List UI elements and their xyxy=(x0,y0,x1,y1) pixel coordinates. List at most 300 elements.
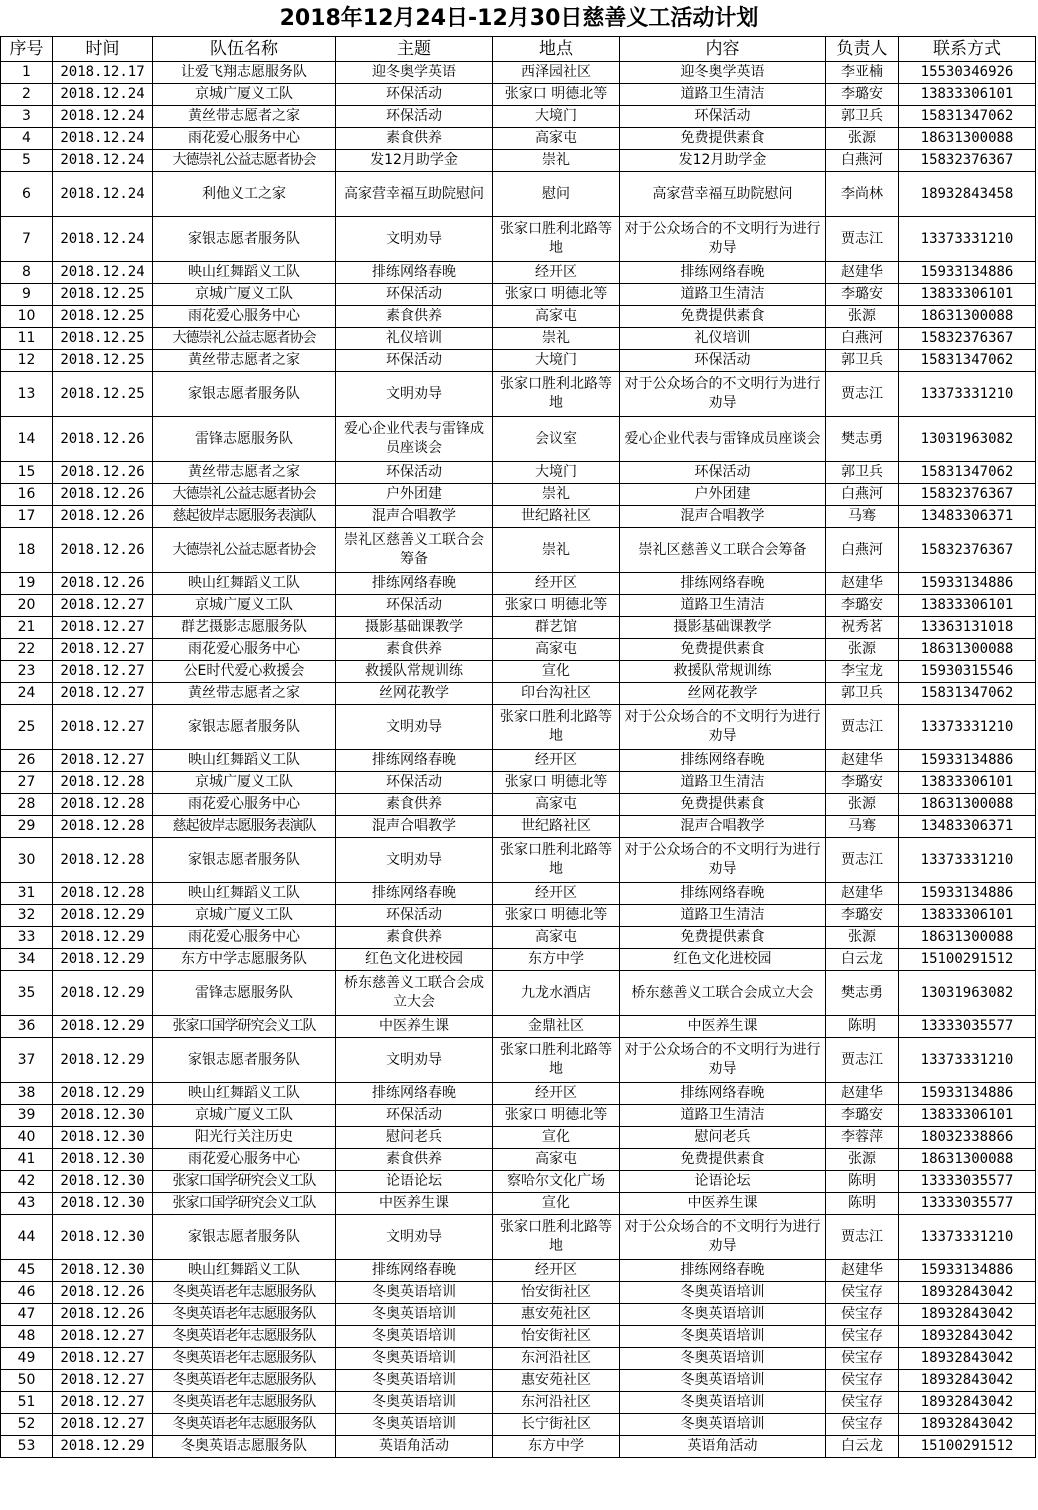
cell-contact: 18932843458 xyxy=(899,172,1036,217)
cell-team: 大德崇礼公益志愿者协会 xyxy=(153,484,336,506)
table-row xyxy=(1,949,1036,971)
cell-index: 48 xyxy=(1,1326,53,1348)
cell-team: 冬奥英语老年志愿服务队 xyxy=(153,1370,336,1392)
cell-team: 让爱飞翔志愿服务队 xyxy=(153,62,336,84)
cell-date: 2018.12.24 xyxy=(53,172,153,217)
cell-content: 排练网络春晚 xyxy=(620,573,826,595)
cell-date: 2018.12.25 xyxy=(53,284,153,306)
table-row xyxy=(1,883,1036,905)
cell-theme: 环保活动 xyxy=(336,462,493,484)
cell-index: 44 xyxy=(1,1215,53,1260)
cell-index: 28 xyxy=(1,794,53,816)
cell-location: 大境门 xyxy=(493,350,620,372)
cell-theme: 文明劝导 xyxy=(336,705,493,750)
cell-date: 2018.12.29 xyxy=(53,1016,153,1038)
cell-index: 45 xyxy=(1,1260,53,1282)
cell-contact: 15100291512 xyxy=(899,1436,1036,1458)
cell-leader: 李璐安 xyxy=(826,84,899,106)
cell-date: 2018.12.26 xyxy=(53,462,153,484)
cell-index: 1 xyxy=(1,62,53,84)
cell-index: 9 xyxy=(1,284,53,306)
cell-location: 东河沿社区 xyxy=(493,1392,620,1414)
cell-location: 经开区 xyxy=(493,1083,620,1105)
table-row xyxy=(1,1282,1036,1304)
cell-contact: 13373331210 xyxy=(899,1038,1036,1083)
cell-leader: 白燕河 xyxy=(826,528,899,573)
cell-team: 雨花爱心服务中心 xyxy=(153,128,336,150)
cell-location: 群艺馆 xyxy=(493,617,620,639)
cell-date: 2018.12.17 xyxy=(53,62,153,84)
table-row xyxy=(1,661,1036,683)
cell-location: 崇礼 xyxy=(493,328,620,350)
cell-index: 18 xyxy=(1,528,53,573)
cell-contact: 13833306101 xyxy=(899,905,1036,927)
cell-location: 张家口胜利北路等地 xyxy=(493,705,620,750)
cell-content: 冬奥英语培训 xyxy=(620,1392,826,1414)
header-date: 时间 xyxy=(53,37,153,62)
cell-theme: 冬奥英语培训 xyxy=(336,1348,493,1370)
cell-location: 察哈尔文化广场 xyxy=(493,1171,620,1193)
cell-team: 利他义工之家 xyxy=(153,172,336,217)
cell-content: 排练网络春晚 xyxy=(620,262,826,284)
cell-leader: 李璐安 xyxy=(826,595,899,617)
cell-contact: 15530346926 xyxy=(899,62,1036,84)
cell-team: 黄丝带志愿者之家 xyxy=(153,106,336,128)
cell-index: 24 xyxy=(1,683,53,705)
cell-content: 桥东慈善义工联合会成立大会 xyxy=(620,971,826,1016)
cell-contact: 13833306101 xyxy=(899,595,1036,617)
table-row xyxy=(1,417,1036,462)
cell-location: 怡安街社区 xyxy=(493,1282,620,1304)
cell-team: 家银志愿者服务队 xyxy=(153,1038,336,1083)
cell-contact: 15933134886 xyxy=(899,573,1036,595)
cell-content: 对于公众场合的不文明行为进行劝导 xyxy=(620,705,826,750)
cell-index: 5 xyxy=(1,150,53,172)
header-contact: 联系方式 xyxy=(899,37,1036,62)
cell-team: 冬奥英语老年志愿服务队 xyxy=(153,1414,336,1436)
schedule-table xyxy=(0,36,1036,1458)
cell-contact: 13373331210 xyxy=(899,1215,1036,1260)
cell-content: 慰问老兵 xyxy=(620,1127,826,1149)
cell-theme: 礼仪培训 xyxy=(336,328,493,350)
cell-location: 惠安苑社区 xyxy=(493,1304,620,1326)
cell-leader: 赵建华 xyxy=(826,262,899,284)
cell-theme: 排练网络春晚 xyxy=(336,573,493,595)
cell-location: 张家口胜利北路等地 xyxy=(493,372,620,417)
header-location: 地点 xyxy=(493,37,620,62)
cell-leader: 樊志勇 xyxy=(826,971,899,1016)
table-body xyxy=(1,62,1036,1458)
cell-index: 15 xyxy=(1,462,53,484)
cell-contact: 15832376367 xyxy=(899,150,1036,172)
cell-index: 46 xyxy=(1,1282,53,1304)
cell-contact: 18932843042 xyxy=(899,1414,1036,1436)
cell-leader: 李璐安 xyxy=(826,1105,899,1127)
cell-index: 6 xyxy=(1,172,53,217)
cell-contact: 15933134886 xyxy=(899,1083,1036,1105)
table-row xyxy=(1,1016,1036,1038)
cell-date: 2018.12.25 xyxy=(53,306,153,328)
cell-leader: 赵建华 xyxy=(826,883,899,905)
cell-theme: 发12月助学金 xyxy=(336,150,493,172)
cell-content: 环保活动 xyxy=(620,350,826,372)
cell-content: 丝网花教学 xyxy=(620,683,826,705)
table-row xyxy=(1,106,1036,128)
cell-index: 32 xyxy=(1,905,53,927)
cell-contact: 18932843042 xyxy=(899,1348,1036,1370)
cell-index: 35 xyxy=(1,971,53,1016)
table-row xyxy=(1,639,1036,661)
cell-contact: 18032338866 xyxy=(899,1127,1036,1149)
cell-theme: 文明劝导 xyxy=(336,1215,493,1260)
table-row xyxy=(1,1215,1036,1260)
cell-theme: 排练网络春晚 xyxy=(336,1083,493,1105)
cell-location: 大境门 xyxy=(493,106,620,128)
table-row xyxy=(1,1392,1036,1414)
cell-index: 51 xyxy=(1,1392,53,1414)
cell-contact: 13031963082 xyxy=(899,971,1036,1016)
cell-team: 雨花爱心服务中心 xyxy=(153,794,336,816)
cell-team: 京城广厦义工队 xyxy=(153,284,336,306)
table-row xyxy=(1,1304,1036,1326)
cell-team: 冬奥英语老年志愿服务队 xyxy=(153,1392,336,1414)
cell-theme: 论语论坛 xyxy=(336,1171,493,1193)
table-row xyxy=(1,1348,1036,1370)
table-row xyxy=(1,617,1036,639)
table-row xyxy=(1,328,1036,350)
cell-theme: 红色文化进校园 xyxy=(336,949,493,971)
cell-theme: 环保活动 xyxy=(336,905,493,927)
cell-date: 2018.12.30 xyxy=(53,1149,153,1171)
cell-index: 2 xyxy=(1,84,53,106)
cell-theme: 素食供养 xyxy=(336,306,493,328)
cell-leader: 贾志江 xyxy=(826,705,899,750)
cell-team: 冬奥英语老年志愿服务队 xyxy=(153,1304,336,1326)
table-row xyxy=(1,1370,1036,1392)
cell-content: 道路卫生清洁 xyxy=(620,905,826,927)
cell-date: 2018.12.27 xyxy=(53,661,153,683)
cell-content: 中医养生课 xyxy=(620,1016,826,1038)
table-row xyxy=(1,84,1036,106)
sheet-title: 2018年12月24日-12月30日慈善义工活动计划 xyxy=(279,6,759,31)
cell-date: 2018.12.27 xyxy=(53,639,153,661)
cell-date: 2018.12.30 xyxy=(53,1127,153,1149)
cell-theme: 环保活动 xyxy=(336,595,493,617)
cell-team: 家银志愿者服务队 xyxy=(153,372,336,417)
table-row xyxy=(1,705,1036,750)
cell-team: 京城广厦义工队 xyxy=(153,905,336,927)
cell-contact: 15930315546 xyxy=(899,661,1036,683)
table-row xyxy=(1,172,1036,217)
cell-location: 经开区 xyxy=(493,883,620,905)
cell-theme: 高家营幸福互助院慰问 xyxy=(336,172,493,217)
cell-leader: 李璐安 xyxy=(826,905,899,927)
cell-leader: 贾志江 xyxy=(826,1038,899,1083)
cell-contact: 18932843042 xyxy=(899,1282,1036,1304)
cell-content: 免费提供素食 xyxy=(620,128,826,150)
cell-theme: 救援队常规训练 xyxy=(336,661,493,683)
cell-leader: 白燕河 xyxy=(826,328,899,350)
cell-content: 英语角活动 xyxy=(620,1436,826,1458)
cell-contact: 15831347062 xyxy=(899,350,1036,372)
cell-team: 冬奥英语老年志愿服务队 xyxy=(153,1326,336,1348)
cell-leader: 郭卫兵 xyxy=(826,106,899,128)
cell-leader: 侯宝存 xyxy=(826,1414,899,1436)
cell-date: 2018.12.30 xyxy=(53,1260,153,1282)
cell-leader: 白燕河 xyxy=(826,484,899,506)
cell-date: 2018.12.30 xyxy=(53,1171,153,1193)
cell-date: 2018.12.27 xyxy=(53,683,153,705)
cell-date: 2018.12.24 xyxy=(53,217,153,262)
cell-theme: 英语角活动 xyxy=(336,1436,493,1458)
cell-team: 京城广厦义工队 xyxy=(153,84,336,106)
cell-leader: 李璐安 xyxy=(826,284,899,306)
cell-location: 世纪路社区 xyxy=(493,816,620,838)
cell-contact: 13333035577 xyxy=(899,1193,1036,1215)
cell-contact: 18631300088 xyxy=(899,794,1036,816)
cell-theme: 环保活动 xyxy=(336,350,493,372)
cell-leader: 白云龙 xyxy=(826,949,899,971)
cell-team: 雨花爱心服务中心 xyxy=(153,927,336,949)
cell-content: 免费提供素食 xyxy=(620,639,826,661)
cell-location: 东方中学 xyxy=(493,949,620,971)
cell-date: 2018.12.28 xyxy=(53,816,153,838)
cell-location: 高家屯 xyxy=(493,927,620,949)
table-row xyxy=(1,150,1036,172)
cell-leader: 贾志江 xyxy=(826,217,899,262)
cell-contact: 13483306371 xyxy=(899,506,1036,528)
cell-content: 户外团建 xyxy=(620,484,826,506)
cell-location: 九龙水酒店 xyxy=(493,971,620,1016)
cell-team: 映山红舞蹈义工队 xyxy=(153,262,336,284)
cell-date: 2018.12.27 xyxy=(53,1326,153,1348)
cell-team: 京城广厦义工队 xyxy=(153,595,336,617)
cell-theme: 冬奥英语培训 xyxy=(336,1304,493,1326)
table-row xyxy=(1,794,1036,816)
cell-team: 雨花爱心服务中心 xyxy=(153,1149,336,1171)
cell-index: 12 xyxy=(1,350,53,372)
table-row xyxy=(1,816,1036,838)
cell-date: 2018.12.28 xyxy=(53,794,153,816)
cell-contact: 15100291512 xyxy=(899,949,1036,971)
cell-content: 高家营幸福互助院慰问 xyxy=(620,172,826,217)
cell-index: 43 xyxy=(1,1193,53,1215)
cell-content: 混声合唱教学 xyxy=(620,506,826,528)
cell-contact: 13031963082 xyxy=(899,417,1036,462)
cell-team: 冬奥英语老年志愿服务队 xyxy=(153,1348,336,1370)
cell-content: 排练网络春晚 xyxy=(620,883,826,905)
cell-leader: 李蓉萍 xyxy=(826,1127,899,1149)
cell-location: 高家屯 xyxy=(493,128,620,150)
cell-location: 崇礼 xyxy=(493,528,620,573)
cell-date: 2018.12.30 xyxy=(53,1215,153,1260)
header-leader: 负责人 xyxy=(826,37,899,62)
cell-content: 红色文化进校园 xyxy=(620,949,826,971)
cell-index: 21 xyxy=(1,617,53,639)
cell-contact: 13483306371 xyxy=(899,816,1036,838)
cell-contact: 18631300088 xyxy=(899,639,1036,661)
cell-content: 冬奥英语培训 xyxy=(620,1370,826,1392)
cell-contact: 15832376367 xyxy=(899,484,1036,506)
cell-contact: 15831347062 xyxy=(899,106,1036,128)
cell-content: 崇礼区慈善义工联合会筹备 xyxy=(620,528,826,573)
cell-content: 对于公众场合的不文明行为进行劝导 xyxy=(620,838,826,883)
table-row xyxy=(1,927,1036,949)
cell-team: 映山红舞蹈义工队 xyxy=(153,750,336,772)
cell-date: 2018.12.26 xyxy=(53,484,153,506)
cell-content: 道路卫生清洁 xyxy=(620,1105,826,1127)
cell-team: 家银志愿者服务队 xyxy=(153,705,336,750)
table-row xyxy=(1,372,1036,417)
cell-content: 迎冬奥学英语 xyxy=(620,62,826,84)
table-row xyxy=(1,1083,1036,1105)
table-row xyxy=(1,306,1036,328)
cell-team: 家银志愿者服务队 xyxy=(153,217,336,262)
cell-content: 道路卫生清洁 xyxy=(620,84,826,106)
cell-date: 2018.12.26 xyxy=(53,1304,153,1326)
cell-index: 50 xyxy=(1,1370,53,1392)
cell-contact: 13373331210 xyxy=(899,705,1036,750)
cell-index: 20 xyxy=(1,595,53,617)
cell-leader: 张源 xyxy=(826,794,899,816)
cell-location: 张家口胜利北路等地 xyxy=(493,1038,620,1083)
cell-date: 2018.12.26 xyxy=(53,506,153,528)
cell-index: 7 xyxy=(1,217,53,262)
cell-date: 2018.12.27 xyxy=(53,1414,153,1436)
cell-location: 印台沟社区 xyxy=(493,683,620,705)
cell-content: 环保活动 xyxy=(620,462,826,484)
cell-date: 2018.12.29 xyxy=(53,1436,153,1458)
cell-location: 张家口胜利北路等地 xyxy=(493,217,620,262)
cell-index: 27 xyxy=(1,772,53,794)
cell-location: 会议室 xyxy=(493,417,620,462)
cell-team: 张家口国学研究会义工队 xyxy=(153,1016,336,1038)
cell-theme: 文明劝导 xyxy=(336,838,493,883)
cell-team: 映山红舞蹈义工队 xyxy=(153,573,336,595)
cell-leader: 张源 xyxy=(826,639,899,661)
cell-index: 25 xyxy=(1,705,53,750)
cell-theme: 丝网花教学 xyxy=(336,683,493,705)
cell-date: 2018.12.27 xyxy=(53,1348,153,1370)
cell-date: 2018.12.29 xyxy=(53,905,153,927)
cell-team: 映山红舞蹈义工队 xyxy=(153,1260,336,1282)
cell-theme: 排练网络春晚 xyxy=(336,750,493,772)
cell-leader: 贾志江 xyxy=(826,838,899,883)
cell-theme: 慰问老兵 xyxy=(336,1127,493,1149)
table-row xyxy=(1,217,1036,262)
cell-team: 阳光行关注历史 xyxy=(153,1127,336,1149)
cell-date: 2018.12.27 xyxy=(53,1370,153,1392)
cell-contact: 18631300088 xyxy=(899,1149,1036,1171)
cell-content: 对于公众场合的不文明行为进行劝导 xyxy=(620,217,826,262)
cell-content: 救援队常规训练 xyxy=(620,661,826,683)
cell-index: 17 xyxy=(1,506,53,528)
cell-team: 慈起彼岸志愿服务表演队 xyxy=(153,506,336,528)
cell-content: 论语论坛 xyxy=(620,1171,826,1193)
cell-location: 张家口 明德北等 xyxy=(493,595,620,617)
cell-team: 冬奥英语志愿服务队 xyxy=(153,1436,336,1458)
cell-date: 2018.12.26 xyxy=(53,417,153,462)
cell-content: 冬奥英语培训 xyxy=(620,1304,826,1326)
cell-contact: 15831347062 xyxy=(899,683,1036,705)
cell-leader: 陈明 xyxy=(826,1016,899,1038)
cell-leader: 张源 xyxy=(826,927,899,949)
cell-team: 家银志愿者服务队 xyxy=(153,838,336,883)
table-row xyxy=(1,484,1036,506)
cell-contact: 15831347062 xyxy=(899,462,1036,484)
cell-contact: 18631300088 xyxy=(899,927,1036,949)
cell-theme: 崇礼区慈善义工联合会筹备 xyxy=(336,528,493,573)
cell-contact: 15933134886 xyxy=(899,883,1036,905)
cell-leader: 陈明 xyxy=(826,1193,899,1215)
header-content: 内容 xyxy=(620,37,826,62)
cell-leader: 李尚林 xyxy=(826,172,899,217)
table-row xyxy=(1,1326,1036,1348)
cell-index: 53 xyxy=(1,1436,53,1458)
cell-leader: 马骞 xyxy=(826,506,899,528)
cell-date: 2018.12.26 xyxy=(53,573,153,595)
cell-location: 张家口胜利北路等地 xyxy=(493,1215,620,1260)
cell-leader: 侯宝存 xyxy=(826,1304,899,1326)
cell-location: 张家口 明德北等 xyxy=(493,84,620,106)
cell-leader: 赵建华 xyxy=(826,573,899,595)
cell-location: 大境门 xyxy=(493,462,620,484)
cell-leader: 白云龙 xyxy=(826,1436,899,1458)
cell-content: 对于公众场合的不文明行为进行劝导 xyxy=(620,1215,826,1260)
cell-contact: 15832376367 xyxy=(899,328,1036,350)
cell-date: 2018.12.27 xyxy=(53,750,153,772)
cell-theme: 环保活动 xyxy=(336,84,493,106)
cell-location: 怡安街社区 xyxy=(493,1326,620,1348)
table-row xyxy=(1,528,1036,573)
cell-content: 环保活动 xyxy=(620,106,826,128)
cell-content: 混声合唱教学 xyxy=(620,816,826,838)
cell-leader: 贾志江 xyxy=(826,1215,899,1260)
cell-index: 36 xyxy=(1,1016,53,1038)
table-row xyxy=(1,1436,1036,1458)
cell-content: 免费提供素食 xyxy=(620,794,826,816)
cell-location: 崇礼 xyxy=(493,150,620,172)
cell-date: 2018.12.28 xyxy=(53,838,153,883)
cell-index: 14 xyxy=(1,417,53,462)
cell-leader: 陈明 xyxy=(826,1171,899,1193)
table-row xyxy=(1,573,1036,595)
cell-leader: 张源 xyxy=(826,306,899,328)
cell-content: 发12月助学金 xyxy=(620,150,826,172)
table-row xyxy=(1,1414,1036,1436)
cell-date: 2018.12.24 xyxy=(53,150,153,172)
cell-content: 冬奥英语培训 xyxy=(620,1326,826,1348)
cell-content: 排练网络春晚 xyxy=(620,1083,826,1105)
cell-location: 西泽园社区 xyxy=(493,62,620,84)
cell-location: 高家屯 xyxy=(493,794,620,816)
cell-date: 2018.12.28 xyxy=(53,883,153,905)
cell-theme: 冬奥英语培训 xyxy=(336,1282,493,1304)
cell-index: 29 xyxy=(1,816,53,838)
cell-index: 16 xyxy=(1,484,53,506)
cell-leader: 樊志勇 xyxy=(826,417,899,462)
cell-date: 2018.12.24 xyxy=(53,262,153,284)
cell-date: 2018.12.25 xyxy=(53,372,153,417)
cell-contact: 13333035577 xyxy=(899,1171,1036,1193)
cell-theme: 素食供养 xyxy=(336,128,493,150)
cell-location: 高家屯 xyxy=(493,1149,620,1171)
cell-location: 经开区 xyxy=(493,750,620,772)
cell-date: 2018.12.29 xyxy=(53,1038,153,1083)
cell-content: 冬奥英语培训 xyxy=(620,1414,826,1436)
cell-leader: 郭卫兵 xyxy=(826,683,899,705)
table-row xyxy=(1,462,1036,484)
